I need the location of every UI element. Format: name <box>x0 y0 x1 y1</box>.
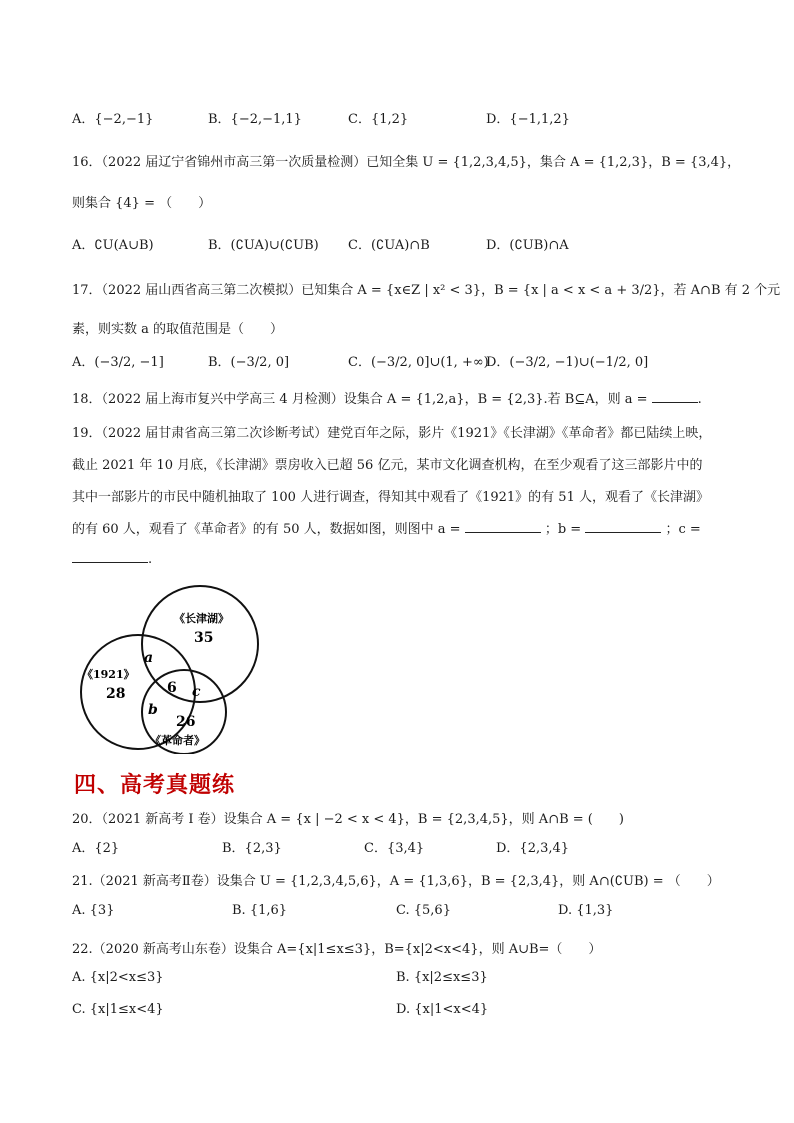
q22-option-b: B. {x|2≤x≤3} <box>396 970 488 985</box>
q19-stem-line1: 19．（2022 届甘肃省高三第二次诊断考试）建党百年之际，影片《1921》《长津湖》《革命者》都已陆续上映， <box>72 426 712 441</box>
q15-option-a: A．{−2,−1} <box>72 112 154 127</box>
q22-stem: 22.（2020 新高考山东卷）设集合 A={x|1≤x≤3}，B={x|2<x<4}，则 A∪B=（ ） <box>72 942 602 957</box>
q17-option-d: D．(−3/2, −1)∪(−1/2, 0] <box>486 355 649 370</box>
circle-1921 <box>81 635 195 749</box>
q21-option-c: C. {5,6} <box>396 903 451 918</box>
q19-stem-line4 <box>72 518 701 537</box>
count-1921-only: 28 <box>106 686 126 702</box>
variable-a: a <box>144 650 154 666</box>
q22-option-a: A. {x|2<x≤3} <box>72 970 164 985</box>
label-1921: 《1921》 <box>82 668 135 681</box>
q21-option-b: B. {1,6} <box>232 903 288 918</box>
q19-text-c: ；c = <box>665 522 701 537</box>
count-changjinhu-only: 35 <box>194 630 214 646</box>
q18-tail: . <box>697 392 702 407</box>
q21-option-d: D. {1,3} <box>558 903 614 918</box>
count-gemingzhe-only: 26 <box>176 714 196 730</box>
q17-option-b: B．(−3/2, 0] <box>208 355 290 370</box>
label-gemingzhe: 《革命者》 <box>150 734 205 747</box>
q19-blank-b[interactable] <box>585 520 661 533</box>
q17-option-a: A．(−3/2, −1] <box>72 355 164 370</box>
q18-text: 18．（2022 届上海市复兴中学高三 4 月检测）设集合 A = {1,2,a}，B = {2,3}.若 B⊆A，则 a = <box>72 392 648 407</box>
q20-option-c: C．{3,4} <box>364 841 425 856</box>
q19-text-b: ；b = <box>544 522 582 537</box>
label-changjinhu: 《长津湖》 <box>174 612 229 625</box>
q15-option-b: B．{−2,−1,1} <box>208 112 302 127</box>
q20-option-a: A．{2} <box>72 841 120 856</box>
variable-c: c <box>192 684 201 700</box>
q16-option-d: D．(∁UB)∩A <box>486 238 569 253</box>
q16-option-a: A．∁U(A∪B) <box>72 238 154 253</box>
q19-tail: . <box>148 552 153 567</box>
q17-stem-line1: 17．（2022 届山西省高三第二次模拟）已知集合 A = {x∈Z | x² < 3}，B = {x | a < x < a + 3/2}，若 A∩B 有 2 个元 <box>72 283 781 298</box>
q20-option-d: D．{2,3,4} <box>496 841 570 856</box>
q19-blank-a[interactable] <box>465 520 541 533</box>
q16-stem-line1: 16．（2022 届辽宁省锦州市高三第一次质量检测）已知全集 U = {1,2,3,4,5}，集合 A = {1,2,3}，B = {3,4}， <box>72 155 741 170</box>
q18-answer-blank[interactable] <box>652 390 698 403</box>
variable-b: b <box>148 702 158 718</box>
q16-option-c: C．(∁UA)∩B <box>348 238 430 253</box>
q19-stem-line3: 其中一部影片的市民中随机抽取了 100 人进行调查，得知其中观看了《1921》的有 51 人，观看了《长津湖》 <box>72 490 709 505</box>
q16-stem-line2: 则集合 {4} = （ ） <box>72 196 212 211</box>
q21-stem: 21.（2021 新高考Ⅱ卷）设集合 U = {1,2,3,4,5,6}，A = {1,3,6}，B = {2,3,4}，则 A∩(∁UB) = （ ） <box>72 874 720 889</box>
q19-stem-line5 <box>72 550 152 567</box>
q22-option-c: C. {x|1≤x<4} <box>72 1002 164 1017</box>
q22-option-d: D. {x|1<x<4} <box>396 1002 489 1017</box>
q18-stem <box>72 388 702 407</box>
count-all-three: 6 <box>167 680 177 696</box>
q21-option-a: A. {3} <box>72 903 115 918</box>
q17-option-c: C．(−3/2, 0]∪(1, +∞) <box>348 355 489 370</box>
q19-blank-c[interactable] <box>72 550 148 563</box>
q15-option-c: C．{1,2} <box>348 112 409 127</box>
q19-stem-line2: 截止 2021 年 10 月底，《长津湖》票房收入已超 56 亿元，某市文化调查机构，在至少观看了这三部影片中的 <box>72 458 703 473</box>
q16-option-b: B．(∁UA)∪(∁UB) <box>208 238 319 253</box>
q15-option-d: D．{−1,1,2} <box>486 112 570 127</box>
q20-stem: 20．（2021 新高考 I 卷）设集合 A = {x | −2 < x < 4}，B = {2,3,4,5}，则 A∩B = ( ) <box>72 812 624 827</box>
q19-text-a: 的有 60 人，观看了《革命者》的有 50 人，数据如图，则图中 a = <box>72 522 461 537</box>
q17-stem-line2: 素，则实数 a 的取值范围是（ ） <box>72 322 284 337</box>
q20-option-b: B．{2,3} <box>222 841 282 856</box>
section-title: 四、高考真题练 <box>74 773 236 798</box>
venn-diagram <box>78 584 268 754</box>
